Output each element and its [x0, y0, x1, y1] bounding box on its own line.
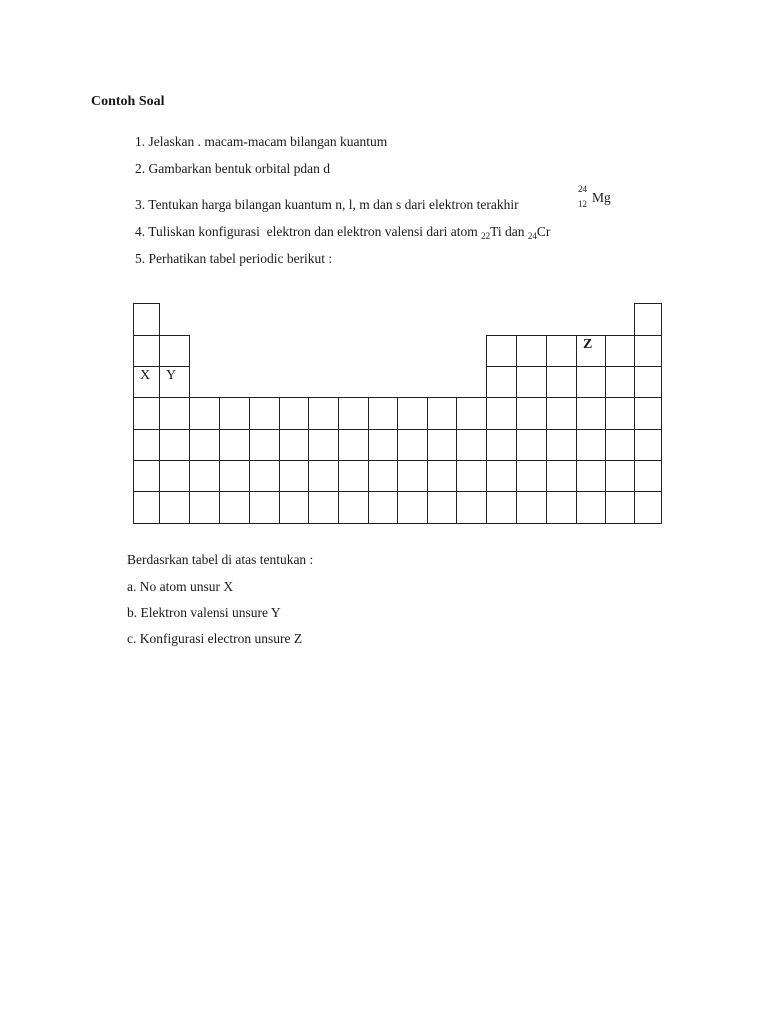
question-3	[135, 197, 519, 213]
table-cell	[605, 366, 635, 398]
table-cell	[634, 397, 662, 430]
table-cell	[133, 303, 160, 336]
mass-number: 24	[578, 184, 587, 194]
table-cell	[634, 491, 662, 524]
table-cell	[133, 335, 160, 367]
atomic-number: 24	[527, 231, 537, 241]
table-cell	[133, 491, 160, 524]
table-cell	[308, 491, 339, 524]
atomic-number: 12	[578, 199, 587, 209]
table-cell	[338, 429, 369, 461]
table-cell	[279, 491, 309, 524]
table-cell	[516, 335, 547, 367]
table-cell	[189, 460, 220, 492]
table-cell	[456, 491, 487, 524]
table-cell	[605, 429, 635, 461]
table-cell	[634, 460, 662, 492]
table-cell	[427, 491, 457, 524]
connector-text: dan	[501, 224, 528, 239]
table-cell	[249, 397, 280, 430]
table-cell	[605, 335, 635, 367]
table-cell	[397, 429, 428, 461]
task-text: Konfigurasi electron unsure Z	[139, 631, 303, 646]
table-cell	[308, 429, 339, 461]
question-number: 5.	[135, 251, 146, 266]
table-cell	[634, 429, 662, 461]
table-cell-label: Z	[576, 335, 606, 367]
table-cell	[456, 460, 487, 492]
table-cell	[308, 397, 339, 430]
question-1	[135, 134, 387, 150]
table-cell	[133, 429, 160, 461]
table-cell	[338, 460, 369, 492]
table-cell	[159, 335, 190, 367]
task-text: No atom unsur X	[139, 579, 234, 594]
table-cell	[576, 491, 606, 524]
table-cell	[219, 491, 250, 524]
question-number: 1.	[135, 134, 146, 149]
table-cell	[368, 491, 398, 524]
task-letter: c.	[127, 631, 137, 646]
question-5	[135, 251, 332, 267]
table-cell	[279, 460, 309, 492]
table-cell	[133, 397, 160, 430]
table-cell	[427, 460, 457, 492]
table-cell	[486, 397, 517, 430]
table-cell	[486, 460, 517, 492]
table-cell	[456, 397, 487, 430]
table-cell	[546, 366, 577, 398]
table-cell	[605, 491, 635, 524]
question-text: Tentukan harga bilangan kuantum n, l, m dan s dari elektron terakhir	[148, 197, 519, 212]
table-cell	[605, 397, 635, 430]
table-cell	[486, 335, 517, 367]
question-2	[135, 161, 330, 177]
table-cell	[397, 491, 428, 524]
table-cell	[308, 460, 339, 492]
table-cell	[397, 460, 428, 492]
table-cell	[189, 491, 220, 524]
table-cell	[249, 429, 280, 461]
table-cell	[546, 460, 577, 492]
table-cell	[133, 460, 160, 492]
after-table-intro: Berdasrkan tabel di atas tentukan :	[127, 552, 314, 567]
task-a	[127, 579, 233, 595]
table-cell	[219, 460, 250, 492]
table-cell	[279, 429, 309, 461]
table-cell	[546, 429, 577, 461]
table-cell	[546, 335, 577, 367]
table-cell-label: X	[133, 366, 160, 398]
task-letter: a.	[127, 579, 137, 594]
atomic-number: 22	[481, 231, 491, 241]
table-cell	[456, 429, 487, 461]
page-title: Contoh Soal	[91, 94, 165, 109]
question-text: Tuliskan konfigurasi elektron dan elektron valensi dari atom	[148, 224, 482, 239]
table-cell	[427, 397, 457, 430]
table-cell	[546, 397, 577, 430]
task-letter: b.	[127, 605, 138, 620]
table-cell	[189, 429, 220, 461]
table-cell	[634, 335, 662, 367]
table-cell	[159, 429, 190, 461]
table-cell	[249, 491, 280, 524]
element-symbol: Mg	[592, 190, 611, 205]
question-number: 4.	[135, 224, 146, 239]
table-cell	[486, 366, 517, 398]
table-cell-label: Y	[159, 366, 190, 398]
table-cell	[546, 491, 577, 524]
element-symbol: Ti	[490, 224, 502, 239]
question-text: Perhatikan tabel periodic berikut :	[148, 251, 333, 266]
question-text: Gambarkan bentuk orbital pdan d	[148, 161, 330, 176]
question-4	[135, 224, 550, 241]
nuclide-symbol	[578, 184, 618, 214]
table-cell	[219, 397, 250, 430]
table-cell	[368, 460, 398, 492]
table-cell	[486, 429, 517, 461]
table-cell	[605, 460, 635, 492]
table-cell	[486, 491, 517, 524]
table-cell	[159, 491, 190, 524]
question-number: 2.	[135, 161, 146, 176]
table-cell	[279, 397, 309, 430]
table-cell	[249, 460, 280, 492]
question-text: Jelaskan . macam-macam bilangan kuantum	[148, 134, 388, 149]
table-cell	[397, 397, 428, 430]
table-cell	[368, 397, 398, 430]
question-number: 3.	[135, 197, 146, 212]
table-cell	[189, 397, 220, 430]
table-cell	[634, 303, 662, 336]
table-cell	[368, 429, 398, 461]
table-cell	[516, 491, 547, 524]
table-cell	[516, 429, 547, 461]
table-cell	[338, 491, 369, 524]
table-cell	[576, 460, 606, 492]
table-cell	[516, 397, 547, 430]
table-cell	[219, 429, 250, 461]
element-symbol: Cr	[536, 224, 551, 239]
task-text: Elektron valensi unsure Y	[140, 605, 281, 620]
table-cell	[576, 366, 606, 398]
task-c	[127, 631, 302, 647]
task-b	[127, 605, 281, 621]
table-cell	[576, 429, 606, 461]
table-cell	[427, 429, 457, 461]
table-cell	[159, 397, 190, 430]
table-cell	[576, 397, 606, 430]
table-cell	[516, 366, 547, 398]
table-cell	[516, 460, 547, 492]
table-cell	[634, 366, 662, 398]
table-cell	[159, 460, 190, 492]
table-cell	[338, 397, 369, 430]
